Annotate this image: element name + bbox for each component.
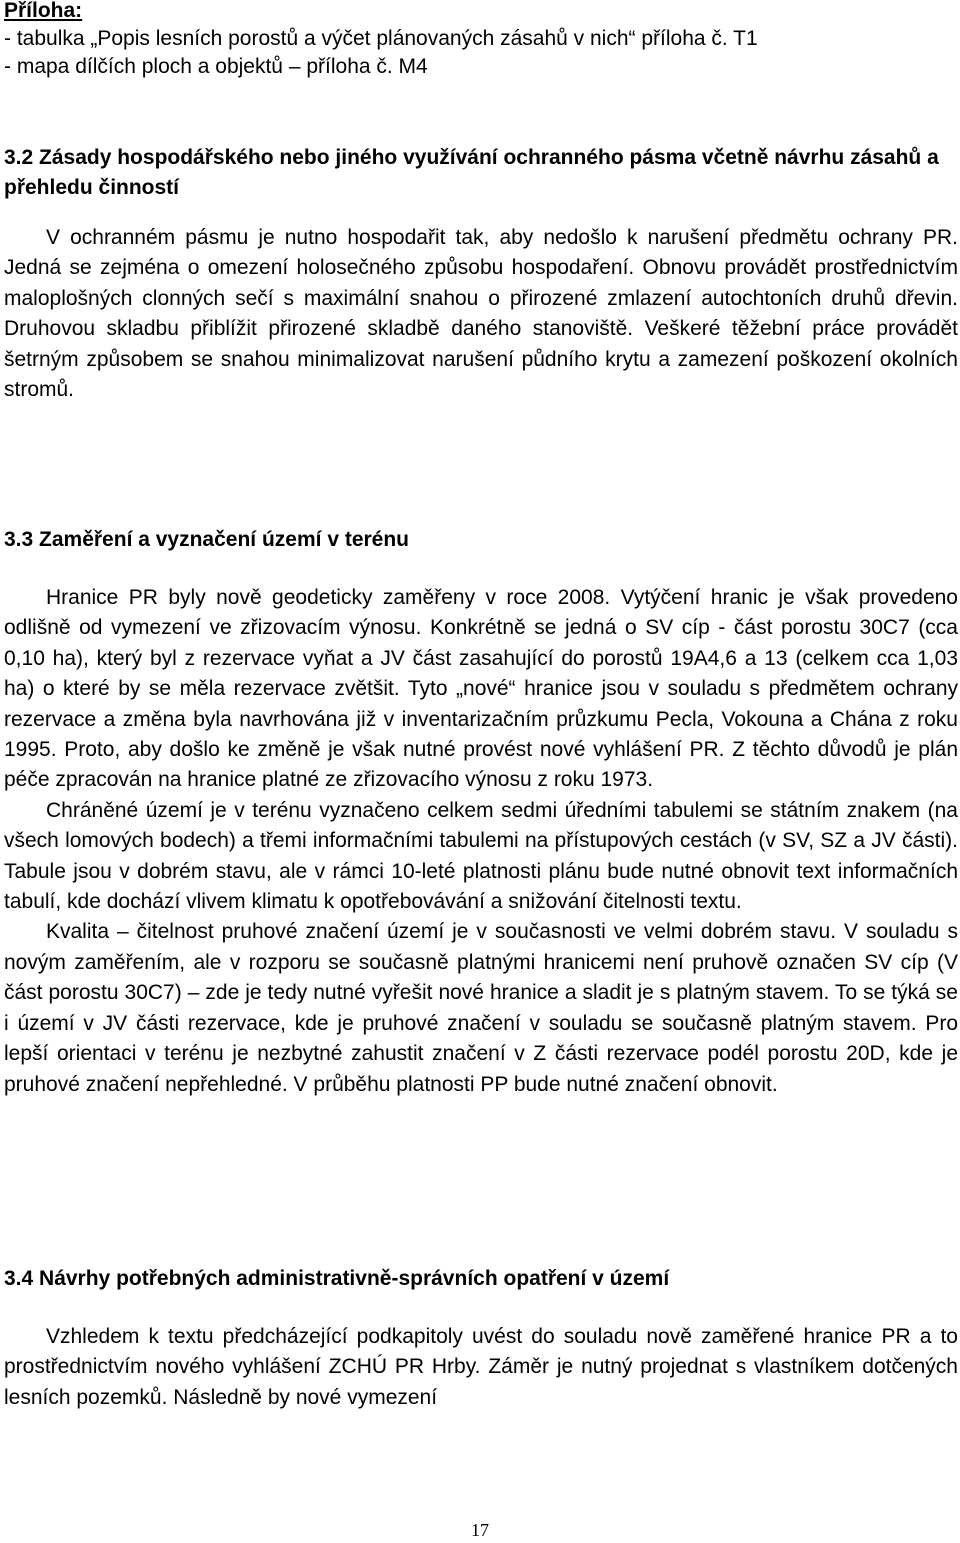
- section-3-4-title: 3.4 Návrhy potřebných administrativně-správních opatření v území: [4, 1267, 670, 1290]
- attachment-item-map: - mapa dílčích ploch a objektů – příloha č. M4: [4, 55, 428, 78]
- section-3-2: [4, 143, 958, 405]
- attachments-heading: Příloha:: [4, 0, 83, 22]
- attachment-item-table: - tabulka „Popis lesních porostů a výčet plánovaných zásahů v nich“ příloha č. T1: [4, 27, 758, 50]
- section-3-3-title: 3.3 Zaměření a vyznačení území v terénu: [4, 528, 410, 551]
- section-3-2-title: 3.2 Zásady hospodářského nebo jiného využívání ochranného pásma včetně návrhu zásahů a přehledu činností: [4, 146, 939, 199]
- attachments-block: [4, 0, 958, 80]
- section-3-3-paragraph-boundaries: Hranice PR byly nově geodeticky zaměřeny v roce 2008. Vytýčení hranic je však provedeno odlišně od vymezení ve zřizovacím výnosu. Konkrétně se jedná o SV cíp - část porostu 30C7 (cca 0,10 ha), který byl z rezervace vyňat a JV část zasahující do porostů 19A4,6 a 13 (celkem cca 1,03 ha) o které by se měla rezervace zvětšit. Tyto „nové“ hranice jsou v souladu s předmětem ochrany rezervace a změna byla navrhována již v inventarizačním průzkumu Pecla, Vokouna a Chána z roku 1995. Proto, aby došlo ke změně je však nutné provést nové vyhlášení PR. Z těchto důvodů je plán péče zpracován na hranice platné ze zřizovacího výnosu z roku 1973.: [4, 586, 958, 792]
- section-3-4-paragraph: Vzhledem k textu předcházející podkapitoly uvést do souladu nově zaměřené hranice PR a to prostřednictvím nového vyhlášení ZCHÚ PR Hrby. Záměr je nutný projednat s vlastníkem dotčených lesních pozemků. Následně by nové vymezení: [4, 1325, 958, 1409]
- section-3-3: [4, 525, 958, 1100]
- page-number: 17: [471, 1520, 489, 1540]
- section-3-3-paragraph-signs: Chráněné území je v terénu vyznačeno celkem sedmi úředními tabulemi se státním znakem (na všech lomových bodech) a třemi informačními tabulemi na přístupových cestách (v SV, SZ a JV části). Tabule jsou v dobrém stavu, ale v rámci 10-leté platnosti plánu bude nutné obnovit text informačních tabulí, kde dochází vlivem klimatu k opotřebovávání a snižování čitelnosti textu.: [4, 798, 958, 914]
- section-3-2-paragraph: V ochranném pásmu je nutno hospodařit tak, aby nedošlo k narušení předmětu ochrany PR. Jedná se zejména o omezení holosečného způsobu hospodaření. Obnovu provádět prostřednictvím maloplošných clonných sečí s maximální snahou o přirozené zmlazení autochtoních druhů dřevin. Druhovou skladbu přiblížit přirozené skladbě daného stanoviště. Veškeré těžební práce provádět šetrným způsobem se snahou minimalizovat narušení půdního krytu a zamezení poškození okolních stromů.: [4, 226, 958, 402]
- section-3-4: [4, 1264, 958, 1413]
- section-3-3-paragraph-marking: Kvalita – čitelnost pruhové značení území je v současnosti ve velmi dobrém stavu. V souladu s novým zaměřením, ale v rozporu se současně platnými hranicemi není pruhově označen SV cíp (V část porostu 30C7) – zde je tedy nutné vyřešit nové hranice a sladit je s platným stavem. To se týká se i území v JV části rezervace, kde je pruhové značení v souladu se současně platným stavem. Pro lepší orientaci v terénu je nezbytné zahustit značení v Z části rezervace podél porostu 20D, kde je pruhové značení nepřehledné. V průběhu platnosti PP bude nutné značení obnovit.: [4, 920, 958, 1096]
